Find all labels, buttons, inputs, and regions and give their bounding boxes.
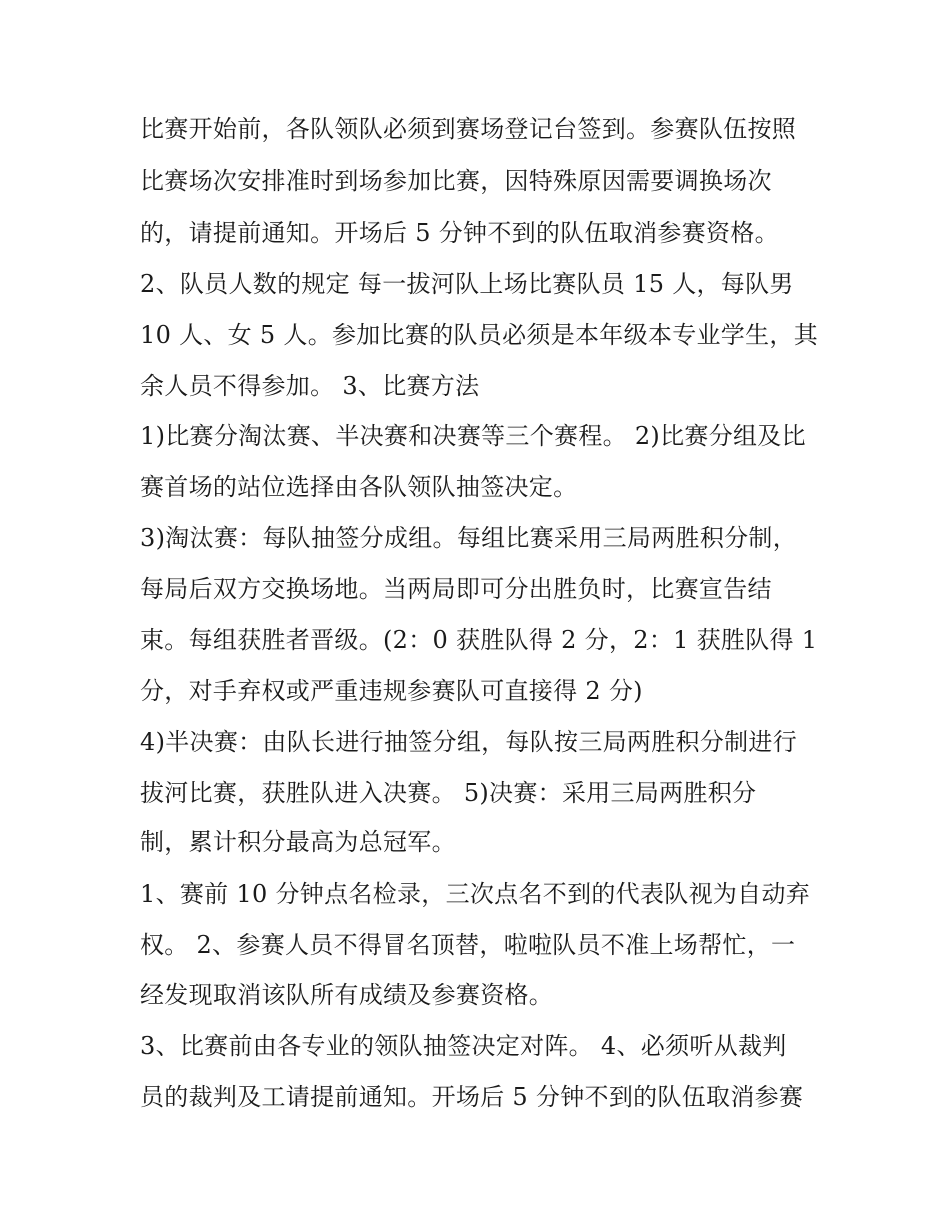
text-line: 余人员不得参加。 3、比赛方法 bbox=[140, 372, 480, 400]
text-line: 比赛开始前，各队领队必须到赛场登记台签到。参赛队伍按照 bbox=[140, 115, 797, 143]
text-line: 束。每组获胜者晋级。(2：0 获胜队得 2 分，2：1 获胜队得 1 bbox=[140, 626, 818, 654]
text-line: 员的裁判及工请提前通知。开场后 5 分钟不到的队伍取消参赛 bbox=[140, 1083, 804, 1111]
text-line: 赛首场的站位选择由各队领队抽签决定。 bbox=[140, 473, 578, 501]
text-line: 比赛场次安排准时到场参加比赛，因特殊原因需要调换场次 bbox=[140, 167, 772, 195]
text-line: 每局后双方交换场地。当两局即可分出胜负时，比赛宣告结 bbox=[140, 575, 772, 603]
text-line: 制，累计积分最高为总冠军。 bbox=[140, 828, 456, 856]
text-line: 3)淘汰赛：每队抽签分成组。每组比赛采用三局两胜积分制， bbox=[140, 524, 798, 552]
text-line: 拔河比赛，获胜队进入决赛。 5)决赛：采用三局两胜积分 bbox=[140, 779, 757, 807]
text-line: 权。 2、参赛人员不得冒名顶替，啦啦队员不准上场帮忙，一 bbox=[140, 931, 796, 959]
text-line: 1)比赛分淘汰赛、半决赛和决赛等三个赛程。 2)比赛分组及比 bbox=[140, 422, 806, 450]
text-line: 的，请提前通知。开场后 5 分钟不到的队伍取消参赛资格。 bbox=[140, 219, 779, 247]
text-line: 1、赛前 10 分钟点名检录，三次点名不到的代表队视为自动弃 bbox=[140, 880, 811, 908]
text-line: 经发现取消该队所有成绩及参赛资格。 bbox=[140, 981, 554, 1009]
text-line: 4)半决赛：由队长进行抽签分组，每队按三局两胜积分制进行 bbox=[140, 728, 798, 756]
text-line: 2、队员人数的规定 每一拔河队上场比赛队员 15 人，每队男 bbox=[140, 270, 794, 298]
text-line: 3、比赛前由各专业的领队抽签决定对阵。 4、必须听从裁判 bbox=[140, 1032, 787, 1060]
text-line: 10 人、女 5 人。参加比赛的队员必须是本年级本专业学生，其 bbox=[140, 321, 818, 349]
text-line: 分，对手弃权或严重违规参赛队可直接得 2 分) bbox=[140, 677, 643, 705]
